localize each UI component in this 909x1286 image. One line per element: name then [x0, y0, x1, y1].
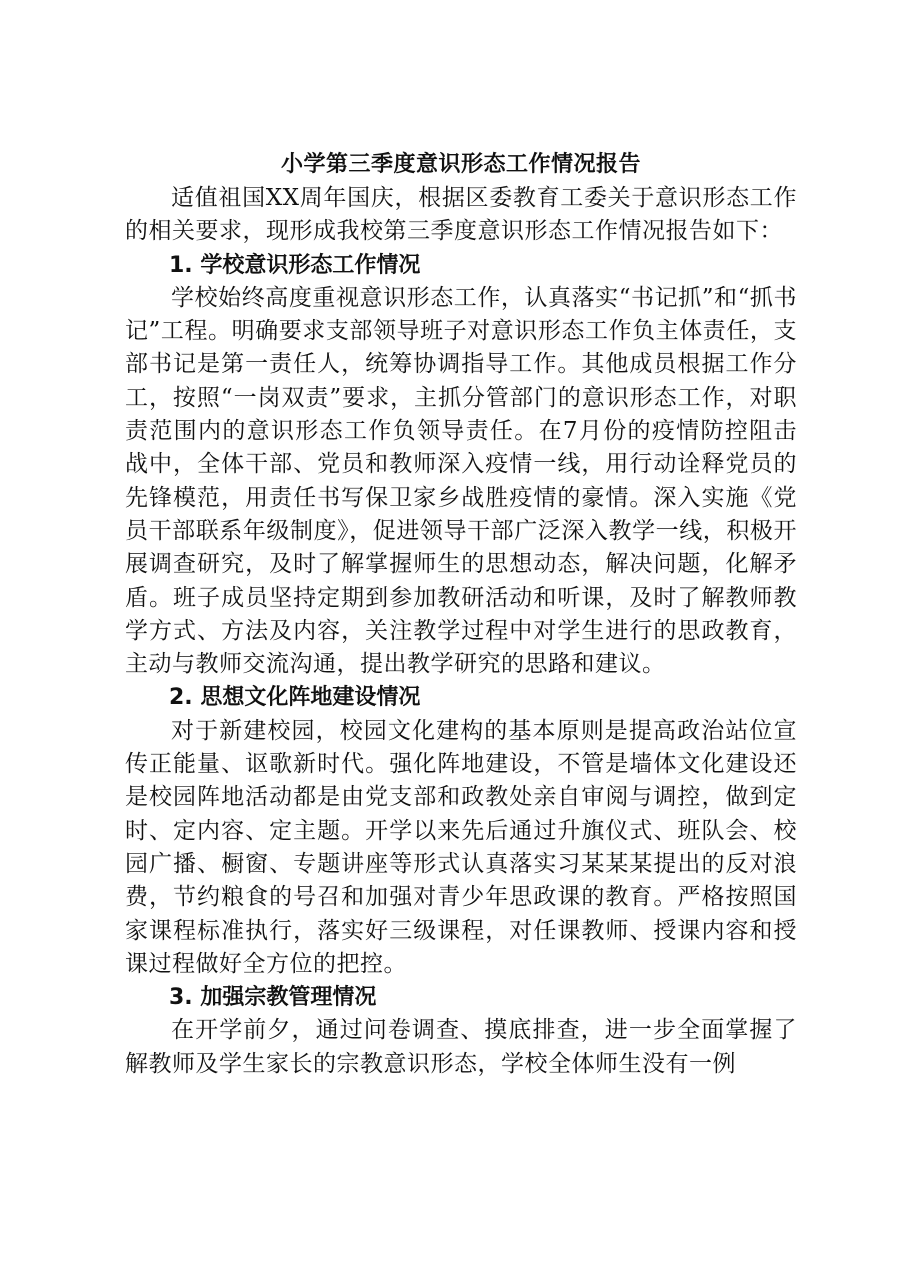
- section-3-heading: 3. 加强宗教管理情况: [169, 985, 377, 1011]
- section-1-heading: 1. 学校意识形态工作情况: [169, 252, 421, 278]
- intro-paragraph: 适值祖国XX周年国庆，根据区委教育工委关于意识形态工作的相关要求，现形成我校第三季度意识形态工作情况报告如下：: [125, 185, 797, 245]
- section-2-heading: 2. 思想文化阵地建设情况: [169, 685, 421, 711]
- section-3-paragraph: 在开学前夕，通过问卷调查、摸底排查，进一步全面掌握了解教师及学生家长的宗教意识形态，学校全体师生没有一例: [125, 1017, 797, 1077]
- section-2-paragraph: 对于新建校园，校园文化建构的基本原则是提高政治站位宣传正能量、讴歌新时代。强化阵地建设，不管是墙体文化建设还是校园阵地活动都是由党支部和政教处亲自审阅与调控，做到定时、定内容、定主题。开学以来先后通过升旗仪式、班队会、校园广播、橱窗、专题讲座等形式认真落实习某某某提出的反对浪费，节约粮食的号召和加强对青少年思政课的教育。严格按照国家课程标准执行，落实好三级课程，对任课教师、授课内容和授课过程做好全方位的把控。: [125, 717, 797, 977]
- section-1-paragraph: 学校始终高度重视意识形态工作，认真落实“书记抓”和“抓书记”工程。明确要求支部领导班子对意识形态工作负主体责任，支部书记是第一责任人，统筹协调指导工作。其他成员根据工作分工，按照“一岗双责”要求，主抓分管部门的意识形态工作，对职责范围内的意识形态工作负领导责任。在7月份的疫情防控阻击战中，全体干部、党员和教师深入疫情一线，用行动诠释党员的先锋模范，用责任书写保卫家乡战胜疫情的豪情。深入实施《党员干部联系年级制度》，促进领导干部广泛深入教学一线，积极开展调查研究，及时了解掌握师生的思想动态，解决问题，化解矛盾。班子成员坚持定期到参加教研活动和听课，及时了解教师教学方式、方法及内容，关注教学过程中对学生进行的思政教育，主动与教师交流沟通，提出教学研究的思路和建议。: [125, 284, 797, 678]
- document-title: 小学第三季度意识形态工作情况报告: [280, 151, 641, 177]
- document-body: [125, 146, 797, 1081]
